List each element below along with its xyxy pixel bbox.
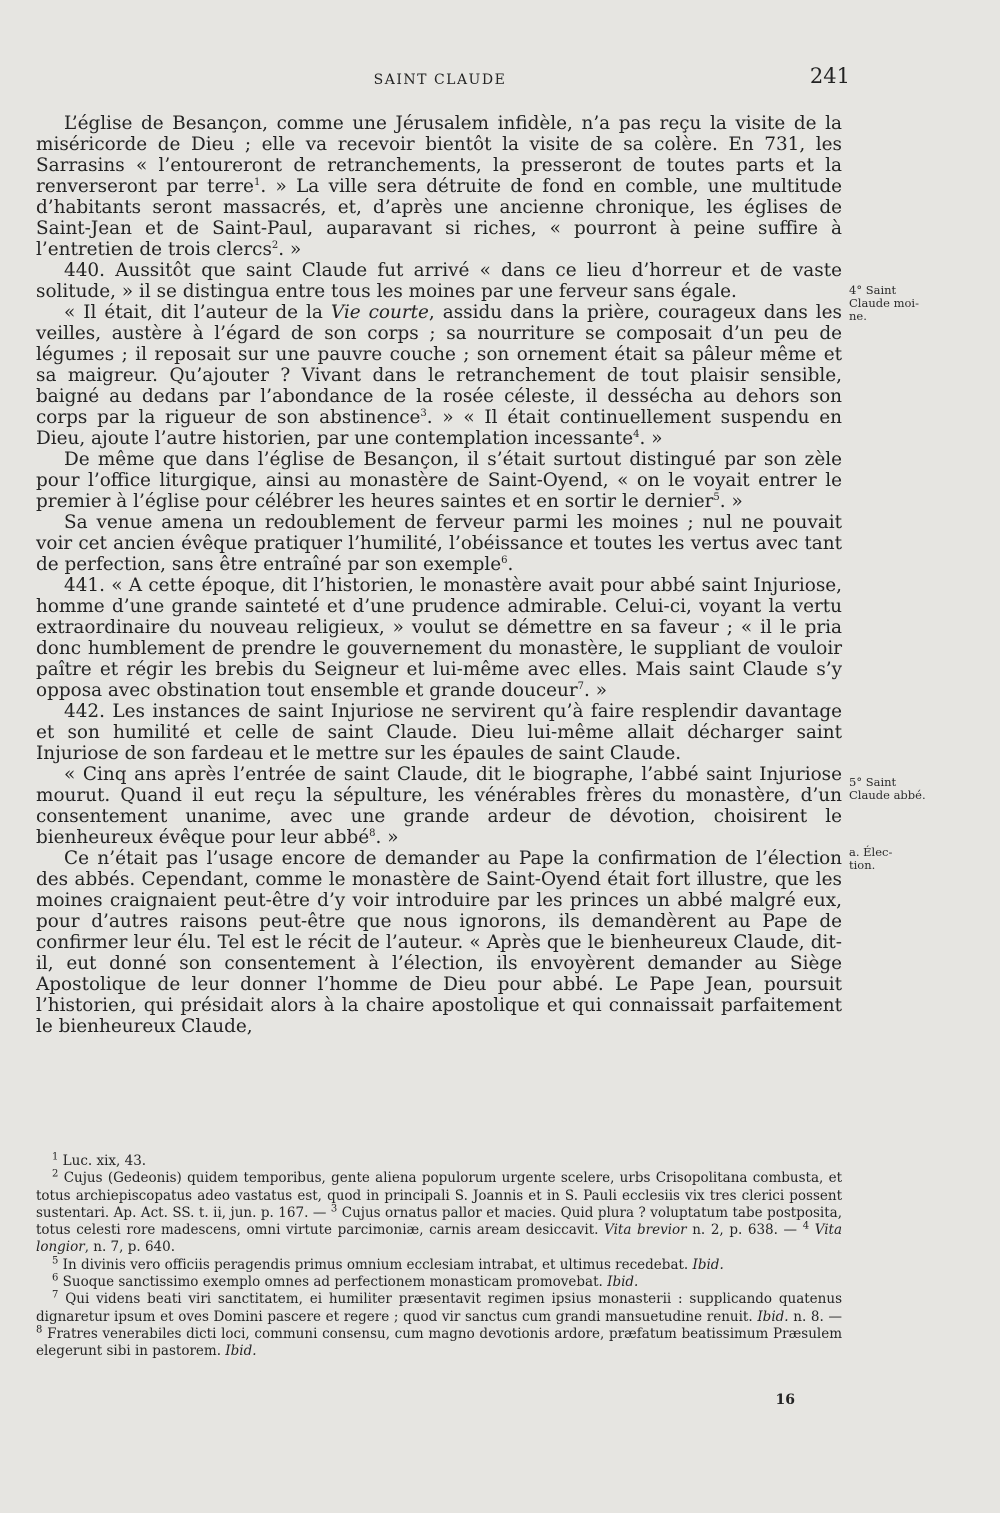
margin-note-saint-claude-abbe: 5° Saint Claude abbé. [849,775,926,802]
title-vie-courte: Vie courte [330,302,429,323]
paragraph-440: 440. Aussitôt que saint Claude fut arrivé « dans ce lieu d’horreur et de vaste solitude, » il se distingua entre tous les moines par une ferveur sans égale. [36,260,842,302]
paragraph-9: Ce n’était pas l’usage encore de demander au Pape la confirmation de l’élection des abbés. Cependant, comme le monastère de Saint-Oyend était fort illustre, que les moines craignaient peut-être d’y voir introduire par les princes un abbé malgré eux, pour d’autres raisons peut-être que nous ignorons, ils demandèrent au Pape de confirmer leur élu. Tel est le récit de l’auteur. « Après que le bienheureux Claude, dit-il, eut donné son consentement à l’élection, ils envoyèrent demander au Siège Apostolique de leur donner l’homme de Dieu pour abbé. Le Pape Jean, poursuit l’historien, qui présidait alors à la chaire apostolique et qui connaissait parfaitement le bienheureux Claude, [36,848,842,1037]
footnotes [36,1153,842,1361]
margin-note-saint-claude-moine: 4° Saint Claude moi- ne. [849,283,919,323]
main-text [36,113,842,1037]
margin-note-election: a. Élec- tion. [849,845,893,872]
paragraph-8: « Cinq ans après l’entrée de saint Claude, dit le biographe, l’abbé saint Injuriose mourut. Quand il eut reçu la sépulture, les vénérables frères du monastère, d’un consentement unanime, avec une grande ardeur de dévotion, choisirent le bienheureux évêque pour leur abbé$^8$. » [36,764,842,848]
footnote-7-8: $^7$ Qui videns beati viri sanctitatem, ei humiliter præsentavit regimen ipsius monasterii : supplicando quatenus dignaretur ipsum et oves Domini pascere et regere ; quod vir sanctus cum grandi mansuetudine renuit. Ibid. n. 8. — $^8$ Fratres venerabiles dicti loci, communi consensu, cum magno devotionis ardore, præfatum beatissimum Præsulem elegerunt sibi in pastorem. Ibid. [36,1289,842,1360]
paragraph-442: 442. Les instances de saint Injuriose ne servirent qu’à faire resplendir davantage et son humilité et celle de saint Claude. Dieu lui-même allait décharger saint Injuriose de son fardeau et le mettre sur les épaules de saint Claude. [36,701,842,764]
paragraph-5: Sa venue amena un redoublement de ferveur parmi les moines ; nul ne pouvait voir cet ancien évêque pratiquer l’humilité, l’obéissance et toutes les vertus avec tant de perfection, sans être entraîné par son exemple$^6$. [36,512,842,575]
footnote-2-3: $^2$ Cujus (Gedeonis) quidem temporibus, gente aliena populorum urgente scelere, urbs Crisopolitana combusta, et totus archiepiscopatus adeo vastatus est, quod in principali S. Joannis et in S. Pauli ecclesiis vix tres clerici possent sustentari. Ap. Act. SS. t. ii, jun. p. 167. — $^3$ Cujus ornatus pallor et macies. Quid plura ? voluptatum tabe postposita, totus celesti rore madescens, omni virtute parcimoniæ, carnis aream desiccavit. Vita brevior n. 2, p. 638. — $^4$ Vita longior, n. 7, p. 640. [36,1168,842,1256]
running-head: SAINT CLAUDE [373,72,507,88]
paragraph-1: L’église de Besançon, comme une Jérusalem infidèle, n’a pas reçu la visite de la miséricorde de Dieu ; elle va recevoir bientôt la visite de sa colère. En 731, les Sarrasins « l’entoureront de retranchements, la presseront de toutes parts et la renverseront par terre$^1$. » La ville sera détruite de fond en comble, une multitude d’habitants seront massacrés, et, d’après une ancienne chronique, les églises de Saint-Jean et de Saint-Paul, auparavant si riches, « pourront à peine suffire à l’entretien de trois clercs$^2$. » [36,113,843,260]
footnote-ref-4: 4 [633,428,640,440]
footnote-ref-6: 6 [501,554,508,566]
signature-mark: 16 [775,1392,795,1408]
paragraph-4: De même que dans l’église de Besançon, il s’était surtout distingué par son zèle pour l’office liturgique, ainsi au monastère de Saint-Oyend, « on le voyait entrer le premier à l’église pour célébrer les heures saintes et en sortir le dernier$^5$. » [36,449,842,512]
page-number: 241 [809,64,850,88]
footnote-ref-7: 7 [577,680,585,692]
paragraph-441: 441. « A cette époque, dit l’historien, le monastère avait pour abbé saint Injuriose, homme d’une grande sainteté et d’une prudence admirable. Celui-ci, voyant la vertu extraordinaire du nouveau religieux, » voulut se démettre en sa faveur ; « il le pria donc humblement de prendre le gouvernement du monastère, le suppliant de vouloir paître et régir les brebis du Seigneur et lui-même avec elles. Mais saint Claude s’y opposa avec obstination tout ensemble et grande douceur$^7$. » [36,575,842,701]
footnote-ref-1: 1 [253,176,261,188]
footnote-ref-3: 3 [420,407,427,419]
paragraph-3: « Il était, dit l’auteur de la Vie courte, assidu dans la prière, courageux dans les veilles, austère à l’égard de son corps ; sa nourriture se composait d’un peu de légumes ; il reposait sur une pauvre couche ; son ornement était sa pâleur même et sa maigreur. Qu’ajouter ? Vivant dans le retranchement de tout plaisir sensible, baigné au dedans par l’abondance de la rosée céleste, il dessécha au dehors son corps par la rigueur de son abstinence$^3$. » « Il était continuellement suspendu en Dieu, ajoute l’autre historien, par une contemplation incessante$^4$. » [36,302,842,449]
footnote-ref-8: 8 [369,827,376,839]
footnote-1: $^1$ Luc. xix, 43. [52,1151,147,1169]
footnote-ref-2: 2 [271,239,279,251]
footnote-ref-5: 5 [713,491,720,503]
footnote-5: $^5$ In divinis vero officiis peragendis primus omnium ecclesiam intrabat, et ultimus recedebat. Ibid. [52,1255,724,1273]
footnote-6: $^6$ Suoque sanctissimo exemplo omnes ad perfectionem monasticam promovebat. Ibid. [52,1272,639,1291]
